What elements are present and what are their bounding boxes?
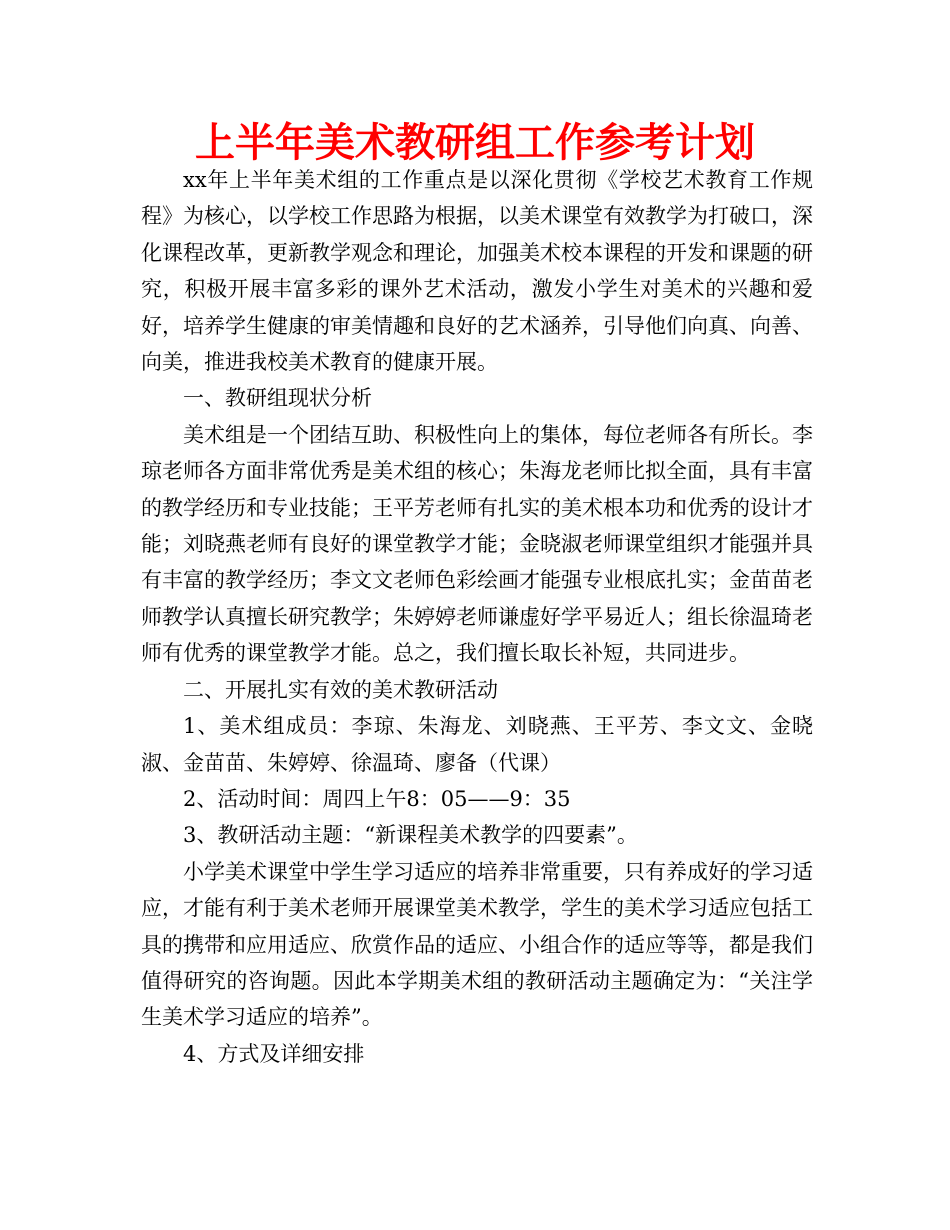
arrangement-heading: 4、方式及详细安排 bbox=[183, 1041, 365, 1066]
team-analysis-paragraph: 美术组是一个团结互助、积极性向上的集体，每位老师各有所长。李琼老师各方面非常优秀是美术组的核心；朱海龙老师比拟全面，具有丰富的教学经历和专业技能；王平芳老师有扎实的美术根本功和优秀的设计才能；刘晓燕老师有良好的课堂教学才能；金晓淑老师课堂组织才能强并具有丰富的教学经历；李文文老师色彩绘画才能强专业根底扎实；金苗苗老师教学认真擅长研究教学；朱婷婷老师谦虚好学平易近人；组长徐温琦老师有优秀的课堂教学才能。总之，我们擅长取长补短，共同进步。 bbox=[141, 422, 813, 666]
activity-theme-paragraph: 3、教研活动主题：“新课程美术教学的四要素”。 bbox=[183, 823, 638, 848]
activity-time-paragraph: 2、活动时间：周四上午8：05——9：35 bbox=[183, 786, 571, 811]
members-paragraph: 1、美术组成员：李琼、朱海龙、刘晓燕、王平芳、李文文、金晓淑、金苗苗、朱婷婷、徐温琦、廖备（代课） bbox=[141, 714, 813, 775]
document-body bbox=[141, 162, 813, 1072]
section-heading-2: 二、开展扎实有效的美术教研活动 bbox=[183, 677, 498, 702]
document-title: 上半年美术教研组工作参考计划 bbox=[195, 119, 755, 166]
intro-paragraph: xx年上半年美术组的工作重点是以深化贯彻《学校艺术教育工作规程》为核心，以学校工作思路为根据，以美术课堂有效教学为打破口，深化课程改革，更新教学观念和理论，加强美术校本课程的开发和课题的研究，积极开展丰富多彩的课外艺术活动，激发小学生对美术的兴趣和爱好，培养学生健康的审美情趣和良好的艺术涵养，引导他们向真、向善、向美，推进我校美术教育的健康开展。 bbox=[141, 168, 813, 375]
habits-paragraph: 小学美术课堂中学生学习适应的培养非常重要，只有养成好的学习适应，才能有利于美术老师开展课堂美术教学，学生的美术学习适应包括工具的携带和应用适应、欣赏作品的适应、小组合作的适应等等，都是我们值得研究的咨询题。因此本学期美术组的教研活动主题确定为：“关注学生美术学习适应的培养”。 bbox=[141, 859, 813, 1030]
section-heading-1: 一、教研组现状分析 bbox=[183, 386, 372, 411]
